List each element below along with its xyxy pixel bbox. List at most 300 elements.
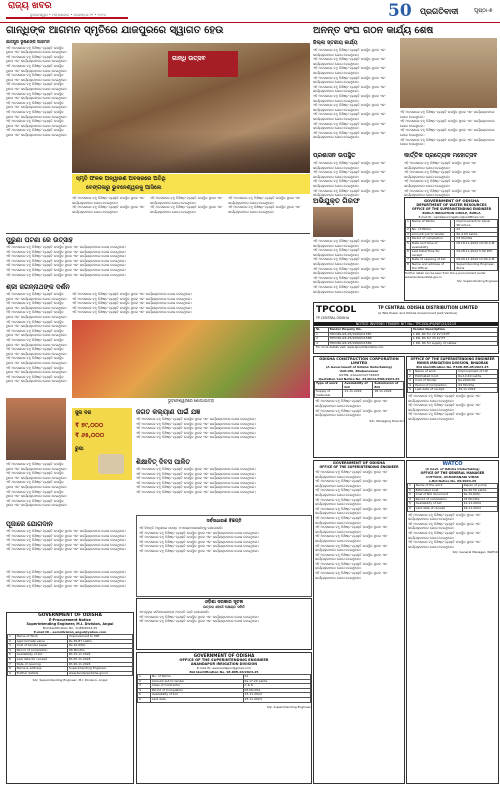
body-text: ଏହି ଅବସରରେ ବହୁ ବିଶିଷ୍ଟ ବ୍ୟକ୍ତି ଉପସ୍ଥିତ ଥିଲେ ଏବଂ କାର୍ଯ୍ୟକ୍ରମରେ ଯୋଗ ଦେଇଥିଲେ।: [6, 374, 68, 384]
gold-title: ସୁନା ଦର: [75, 410, 92, 416]
headline-4: ପୂଜାରେ ଯୋଗଦାନ: [6, 520, 53, 528]
festival-photo-caption: ଭୁବନେଶ୍ୱରରେ ଶୋଭାଯାତ୍ରା: [167, 398, 215, 403]
tpcodl-cell: 1 P.R. RC for 33 kV PT: [411, 337, 497, 342]
tpcodl-cell: 2: [315, 337, 329, 342]
ad6-notice: Bid Identification No. SE-KMI-04/2024-25: [189, 670, 259, 674]
ad5-cell: 6: [8, 657, 16, 662]
ad7-sub: (A Govt. of Odisha Undertaking): [425, 467, 480, 471]
body-text: ଏହି ଅବସରରେ ବହୁ ବିଶିଷ୍ଟ ବ୍ୟକ୍ତି ଉପସ୍ଥିତ ଥିଲେ ଏବଂ କାର୍ଯ୍ୟକ୍ରମରେ ଯୋଗ ଦେଇଥିଲେ।: [313, 161, 386, 170]
ad6-cell: 6: [138, 697, 151, 702]
section-divider: [6, 233, 310, 234]
body-text: ଏହି ଅବସରରେ ବହୁ ବିଶିଷ୍ଟ ବ୍ୟକ୍ତି ଉପସ୍ଥିତ ଥିଲେ ଏବଂ କାର୍ଯ୍ୟକ୍ରମରେ ଯୋଗ ଦେଇଥିଲେ।: [150, 196, 223, 205]
body-text: ଏହି ଅବସରରେ ବହୁ ବିଶିଷ୍ଟ ବ୍ୟକ୍ତି ଉପସ୍ଥିତ ଥିଲେ ଏବଂ କାର୍ଯ୍ୟକ୍ରମରେ ଯୋଗ ଦେଇଥିଲେ।: [400, 119, 495, 128]
ad5-cell: Approximate value: [15, 639, 67, 644]
ad3-notice: Quotation Call Notice No. 01/OCCL/PUR/2024-25: [318, 377, 400, 381]
ad5-cell: 1: [8, 635, 16, 640]
masthead: [0, 0, 500, 22]
body-text: ଏହି ଅବସରରେ ବହୁ ବିଶିଷ୍ଟ ବ୍ୟକ୍ତି ଉପସ୍ଥିତ ଥିଲେ ଏବଂ କାର୍ଯ୍ୟକ୍ରମରେ ଯୋଗ ଦେଇଥିଲେ।: [6, 570, 126, 574]
ad6-cell: 3: [138, 684, 151, 689]
body-text: ଏହି ଅବସରରେ ବହୁ ବିଶିଷ୍ଟ ବ୍ୟକ୍ତି ଉପସ୍ଥିତ ଥିଲେ ଏବଂ କାର୍ଯ୍ୟକ୍ରମରେ ଯୋଗ ଦେଇଥିଲେ।: [315, 399, 388, 408]
right-photo: [400, 38, 497, 108]
body-text: ଏହି ଅବସରରେ ବହୁ ବିଶିଷ୍ଟ ବ୍ୟକ୍ତି ଉପସ୍ଥିତ ଥିଲେ ଏବଂ କାର୍ଯ୍ୟକ୍ରମରେ ଯୋଗ ଦେଇଥିଲେ।: [315, 552, 388, 562]
ad5-notice: Bid Identification No. 11/EP/2024-25: [42, 626, 98, 630]
ad1-cell: :: [451, 250, 455, 258]
article-4-body-2: [6, 570, 130, 610]
ad4-cell: 29.11.2024: [457, 388, 498, 393]
ad5-cell: Period of completion: [15, 648, 67, 653]
ad6-cell: 15.11.2024: [243, 693, 310, 698]
body-text: ଏହି ଅବସରରେ ବହୁ ବିଶିଷ୍ଟ ବ୍ୟକ୍ତି ଉପସ୍ଥିତ ଥିଲେ ଏବଂ କାର୍ଯ୍ୟକ୍ରମରେ ଯୋଗ ଦେଇଥିଲେ।: [315, 534, 388, 543]
paper-name: ପ୍ରଗତିବାଦୀ: [420, 7, 459, 16]
ad1-cell: 7: [407, 257, 409, 262]
ad7-cell: Rs.49.56 Lakhs: [462, 488, 497, 493]
body-text: ଏହି ଅବସରରେ ବହୁ ବିଶିଷ୍ଟ ବ୍ୟକ୍ତି ଉପସ୍ଥିତ ଥିଲେ ଏବଂ କାର୍ଯ୍ୟକ୍ରମରେ ଯୋଗ ଦେଇଥିଲେ।: [6, 267, 126, 272]
ad5-cell: Dt.15.11.2024: [67, 653, 132, 658]
right-body-4: [404, 161, 497, 198]
section-title: ରାଜ୍ୟ ଖବର: [8, 1, 52, 11]
ad4-cell: Estimated Cost: [414, 374, 457, 379]
banner-text: ଗାନ୍ଧି ଉତ୍ସବ: [172, 55, 206, 62]
body-text: ଏହି ଅବସରରେ ବହୁ ବିଶିଷ୍ଟ ବ୍ୟକ୍ତି ଉପସ୍ଥିତ ଥିଲେ ଏବଂ କାର୍ଯ୍ୟକ୍ରମରେ ଯୋଗ ଦେଇଥିଲେ।: [6, 254, 126, 259]
ad1-cell: :: [452, 236, 454, 241]
ad4-cell: 4: [408, 383, 414, 388]
ad1-cell: Date of opening of bid: [410, 258, 451, 263]
body-text: ଏହି ଅବସରରେ ବହୁ ବିଶିଷ୍ଟ ବ୍ୟକ୍ତି ଉପସ୍ଥିତ ଥିଲେ ଏବଂ କାର୍ଯ୍ୟକ୍ରମରେ ଯୋଗ ଦେଇଥିଲେ।: [315, 497, 388, 507]
left-photo: [6, 398, 66, 460]
body-text: ଏହି ଅବସରରେ ବହୁ ବିଶିଷ୍ଟ ବ୍ୟକ୍ତି ଉପସ୍ଥିତ ଥିଲେ ଏବଂ କାର୍ଯ୍ୟକ୍ରମରେ ଯୋଗ ଦେଇଥିଲେ।: [315, 470, 388, 479]
ad7-body-text: [407, 512, 498, 551]
ad4-sub: MINOR IRRIGATION DIVISION, BHADRAK: [416, 361, 489, 365]
body-text: ଏହି ଅବସରରେ ବହୁ ବିଶିଷ୍ଟ ବ୍ୟକ୍ତି ଉପସ୍ଥିତ ଥିଲେ ଏବଂ କାର୍ଯ୍ୟକ୍ରମରେ ଯୋଗ ଦେଇଥିଲେ।: [313, 93, 386, 103]
body-text: ଏହି ଅବସରରେ ବହୁ ବିଶିଷ୍ଟ ବ୍ୟକ୍ତି ଉପସ୍ଥିତ ଥିଲେ ଏବଂ କାର୍ଯ୍ୟକ୍ରମରେ ଯୋଗ ଦେଇଥିଲେ।: [136, 476, 256, 481]
ad1-cell: Improvement to Canal Structure: [455, 220, 498, 228]
ad6-cell: Availability of bid: [150, 693, 243, 698]
ad6-cell: 4: [138, 688, 151, 693]
ad1-cell: :: [451, 220, 455, 228]
body-text: ଏହି ଅବସରରେ ବହୁ ବିଶିଷ୍ଟ ବ୍ୟକ୍ତି ଉପସ୍ଥିତ ଥିଲେ ଏବଂ କାର୍ଯ୍ୟକ୍ରମରେ ଯୋଗ ଦେଇଥିଲେ।: [6, 579, 126, 584]
ad6-row: [138, 697, 311, 702]
body-text: ଏହି ଅବସରରେ ବହୁ ବିଶିଷ୍ଟ ବ୍ୟକ୍ତି ଉପସ୍ଥିତ ଥିଲେ ଏବଂ କାର୍ଯ୍ୟକ୍ରମରେ ଯୋଗ ଦେଇଥିଲେ।: [400, 110, 495, 119]
body-text: ଏହି ଅବସରରେ ବହୁ ବିଶିଷ୍ଟ ବ୍ୟକ୍ତି ଉପସ୍ଥିତ ଥିଲେ ଏବଂ କାର୍ଯ୍ୟକ୍ରମରେ ଯୋଗ ଦେଇଥିଲେ।: [313, 170, 386, 179]
ad1-note: Further detail can be seen from the e-procurement portal www.tendersodisha.gov.in: [405, 271, 486, 280]
headline-3: ଶ୍ରୀ ଜଗନ୍ନାଥଙ୍କ ଦର୍ଶନ: [6, 283, 70, 291]
body-text: ଏହି ଅବସରରେ ବହୁ ବିଶିଷ୍ଟ ବ୍ୟକ୍ତି ଉପସ୍ଥିତ ଥିଲେ ଏବଂ କାର୍ଯ୍ୟକ୍ରମରେ ଯୋଗ ଦେଇଥିଲେ।: [136, 426, 256, 431]
ad1-title: GOVERNMENT OF ODISHA: [423, 198, 480, 203]
article-6-body: [136, 467, 310, 511]
body-text: ଏହି ଅବସରରେ ବହୁ ବିଶିଷ୍ଟ ବ୍ୟକ୍ତି ଉପସ୍ଥିତ ଥିଲେ ଏବଂ କାର୍ଯ୍ୟକ୍ରମରେ ଯୋଗ ଦେଇଥିଲେ।: [139, 544, 259, 549]
ad5-cell: 5: [8, 653, 16, 658]
gold-price-1: ₹ ୭୯,୦୦୦: [75, 422, 104, 429]
body-text: ଏହି ଅବସରରେ ବହୁ ବିଶିଷ୍ଟ ବ୍ୟକ୍ତି ଉପସ୍ଥିତ ଥିଲେ ଏବଂ କାର୍ଯ୍ୟକ୍ରମରେ ଯୋଗ ଦେଇଥିଲେ।: [6, 583, 126, 588]
headline-6: ଶିକ୍ଷାବିତ୍ ଦିବସ ପାଳିତ: [136, 458, 190, 466]
ad3-title: ODISHA CONSTRUCTION CORPORATION LIMITED: [319, 357, 399, 365]
body-text: ଏହି ଅବସରରେ ବହୁ ବିଶିଷ୍ଟ ବ୍ୟକ୍ତି ଉପସ୍ଥିତ ଥିଲେ ଏବଂ କାର୍ଯ୍ୟକ୍ରମରେ ଯୋଗ ଦେଇଥିଲେ।: [313, 266, 386, 276]
article-col-3: [228, 196, 310, 231]
body-text: ଏହି ଅବସରରେ ବହୁ ବିଶିଷ୍ଟ ବ୍ୟକ୍ତି ଉପସ୍ଥିତ ଥିଲେ ଏବଂ କାର୍ଯ୍ୟକ୍ରମରେ ଯୋଗ ଦେଇଥିଲେ।: [408, 412, 481, 421]
body-text: ଏହି ଅବସରରେ ବହୁ ବିଶିଷ୍ଟ ବ୍ୟକ୍ତି ଉପସ୍ଥିତ ଥିଲେ ଏବଂ କାର୍ଯ୍ୟକ୍ରମରେ ଯୋଗ ଦେଇଥିଲେ।: [72, 205, 145, 214]
body-text: ଏହି ଅବସରରେ ବହୁ ବିଶିଷ୍ଟ ବ୍ୟକ୍ତି ଉପସ୍ଥିତ ଥିଲେ ଏବଂ କାର୍ଯ୍ୟକ୍ରମରେ ଯୋଗ ଦେଇଥିଲେ।: [408, 403, 481, 412]
body-text: ଏହି ଅବସରରେ ବହୁ ବିଶିଷ୍ଟ ବ୍ୟକ୍ତି ଉପସ୍ଥିତ ଥିଲେ ଏବଂ କାର୍ଯ୍ୟକ୍ରମରେ ଯୋଗ ଦେଇଥିଲେ।: [136, 435, 256, 440]
body-text: ଏହି ଅବସରରେ ବହୁ ବିଶିଷ୍ଟ ବ୍ୟକ୍ତି ଉପସ୍ଥିତ ଥିଲେ ଏବଂ କାର୍ଯ୍ୟକ୍ରମରେ ଯୋଗ ଦେଇଥିଲେ।: [313, 121, 386, 131]
ad1-cell: 03 Months: [455, 237, 498, 242]
ad1-table: [405, 219, 498, 271]
ad5-cell: Improvement to MIP: [67, 635, 132, 640]
ad7-addr: CUTTACK, AT-MAHANADI VIHAR: [426, 475, 479, 479]
ad1-cell: Dt.29.11.2024 11:00 A.M.: [455, 258, 498, 263]
article-3-body: [6, 292, 68, 396]
body-text: ଏହି ଅବସରରେ ବହୁ ବିଶିଷ୍ଟ ବ୍ୟକ୍ତି ଉପସ୍ଥିତ ଥିଲେ ଏବଂ କାର୍ଯ୍ୟକ୍ରମରେ ଯୋଗ ଦେଇଥିଲେ।: [6, 82, 68, 91]
body-text: ଏହି ଅବସରରେ ବହୁ ବିଶିଷ୍ଟ ବ୍ୟକ୍ତି ଉପସ୍ଥିତ ଥିଲେ ଏବଂ କାର୍ଯ୍ୟକ୍ରମରେ ଯୋଗ ଦେଇଥିଲେ।: [6, 542, 126, 547]
body-text: ଏହି ଅବସରରେ ବହୁ ବିଶିଷ୍ଟ ବ୍ୟକ୍ତି ଉପସ୍ଥିତ ଥିଲେ ଏବଂ କାର୍ଯ୍ୟକ୍ରମରେ ଯୋଗ ଦେଇଥିଲେ।: [6, 529, 126, 533]
ad6-cell: 2: [138, 679, 151, 684]
ad4-cell: Period of Completion: [414, 383, 457, 388]
body-text: ଏହି ଅବସରରେ ବହୁ ବିଶିଷ୍ଟ ବ୍ୟକ୍ତି ଉପସ୍ଥିତ ଥିଲେ ଏବଂ କାର୍ଯ୍ୟକ୍ରମରେ ଯୋଗ ଦେଇଥିଲେ।: [313, 257, 386, 266]
ad1-cell: 5: [406, 241, 411, 249]
ad1-cell: :: [451, 262, 455, 270]
ad4-cell: 2: [408, 374, 414, 379]
ad6b-title: GOVERNMENT OF ODISHA: [332, 461, 386, 465]
ad5-cell: 06 Months: [67, 648, 132, 653]
ad1-cell: :: [451, 241, 455, 249]
tpcodl-addr: (A Tata Power and Odisha Government Joint Venture): [378, 311, 458, 315]
ad1-cell: :: [452, 257, 454, 262]
ad7-notice: e-Bid Notice No. 05/2024-25: [428, 479, 477, 483]
ad1-cell: :: [452, 227, 454, 232]
body-text: ଏହି ଅବସରରେ ବହୁ ବିଶିଷ୍ଟ ବ୍ୟକ୍ତି ଉପସ୍ଥିତ ଥିଲେ ଏବଂ କାର୍ଯ୍ୟକ୍ରମରେ ଯୋଗ ଦେଇଥିଲେ।: [6, 263, 126, 268]
ad1-sub: OFFICE OF THE SUPERINTENDING ENGINEER: [411, 207, 492, 211]
body-text: ଏହି ଅବସରରେ ବହୁ ବିଶିଷ୍ଟ ବ୍ୟକ୍ତି ଉପସ୍ଥିତ ଥିଲେ ଏବଂ କାର୍ଯ୍ୟକ୍ରମରେ ଯୋଗ ଦେଇଥିଲେ।: [6, 538, 126, 543]
ad4-cell: 1: [408, 370, 414, 375]
body-text: ଏହି ଅବସରରେ ବହୁ ବିଶିଷ୍ଟ ବ୍ୟକ୍ତି ଉପସ୍ଥିତ ଥିଲେ ଏବଂ କାର୍ଯ୍ୟକ୍ରମରେ ଯୋଗ ଦେଇଥିଲେ।: [6, 462, 68, 471]
body-text: ଏହି ଅବସରରେ ବହୁ ବିଶିଷ୍ଟ ବ୍ୟକ୍ତି ଉପସ୍ଥିତ ଥିଲେ ଏବଂ କାର୍ଯ୍ୟକ୍ରମରେ ଯୋଗ ଦେଇଥିଲେ।: [136, 489, 256, 494]
ad1-cell: Date and time of availability: [410, 241, 451, 249]
body-text: ଏହି ଅବସରରେ ବହୁ ବିଶିଷ୍ଟ ବ୍ୟକ୍ତି ଉପସ୍ଥିତ ଥିଲେ ଏବଂ କାର୍ଯ୍ୟକ୍ରମରେ ଯୋଗ ଦେଇଥିଲେ।: [313, 248, 386, 257]
tpcodl-cell: TPCODL/24-25/1000011589: [328, 341, 411, 346]
ad5-cell: Last date for receipt: [15, 657, 67, 662]
body-text: ଏହି ଅବସରରେ ବହୁ ବିଶିଷ୍ଟ ବ୍ୟକ୍ତି ଉପସ୍ଥିତ ଥିଲେ ଏବଂ କାର୍ଯ୍ୟକ୍ରମରେ ଯୋଗ ଦେଇଥିଲେ।: [6, 471, 68, 480]
body-text: ଏହି ଅବସରରେ ବହୁ ବିଶିଷ୍ଟ ବ୍ୟକ୍ତି ଉପସ୍ଥିତ ଥିଲେ ଏବଂ କାର୍ଯ୍ୟକ୍ରମରେ ଯୋଗ ଦେଇଥିଲେ।: [315, 571, 388, 580]
body-text: ଏହି ଅବସରରେ ବହୁ ବିଶିଷ୍ଟ ବ୍ୟକ୍ତି ଉପସ୍ଥିତ ଥିଲେ ଏବଂ କାର୍ଯ୍ୟକ୍ରମରେ ଯୋଗ ଦେଇଥିଲେ।: [228, 196, 301, 205]
right-headline: ଅନନ୍ତ ସଂଘ ଗଠନ କାର୍ଯ୍ୟ ଶେଷ: [313, 25, 434, 36]
ad6-cell: C & D: [243, 684, 310, 689]
masthead-rule: [0, 22, 500, 23]
gold-price-box: [72, 408, 132, 480]
body-text: ଏହି ଅବସରରେ ବହୁ ବିଶିଷ୍ଟ ବ୍ୟକ୍ତି ଉପସ୍ଥିତ ଥିଲେ ଏବଂ କାର୍ଯ୍ୟକ୍ରମରେ ଯୋଗ ଦେଇଥିଲେ।: [139, 548, 259, 553]
body-text: ଏହି ଅବସରରେ ବହୁ ବିଶିଷ୍ଟ ବ୍ୟକ୍ତି ଉପସ୍ଥିତ ଥିଲେ ଏବଂ କାର୍ଯ୍ୟକ୍ରମରେ ଯୋଗ ଦେଇଥିଲେ।: [72, 305, 192, 310]
ad6-cell: Period of Completion: [150, 688, 243, 693]
ad5-cell: Name of Work: [15, 635, 67, 640]
body-text: ଏହି ଅବସରରେ ବହୁ ବିଶିଷ୍ଟ ବ୍ୟକ୍ତି ଉପସ୍ଥିତ ଥିଲେ ଏବଂ କାର୍ଯ୍ୟକ୍ରମରେ ଯୋଗ ଦେଇଥିଲେ।: [313, 48, 386, 57]
body-text: ଏହି ଅବସରରେ ବହୁ ବିଶିଷ୍ଟ ବ୍ୟକ୍ତି ଉପସ୍ଥିତ ଥିଲେ ଏବଂ କାର୍ଯ୍ୟକ୍ରମରେ ଯୋଗ ଦେଇଥିଲେ।: [6, 356, 68, 365]
body-text: ଏହି ଅବସରରେ ବହୁ ବିଶିଷ୍ଟ ବ୍ୟକ୍ତି ଉପସ୍ଥିତ ଥିଲେ ଏବଂ କାର୍ଯ୍ୟକ୍ରମରେ ଯୋଗ ଦେଇଥିଲେ।: [315, 408, 388, 418]
ad1-cell: 6: [406, 250, 411, 258]
tpcodl-logo-sub: TP CENTRAL ODISHA: [316, 316, 350, 320]
body-text: ଏହି ଅବସରରେ ବହୁ ବିଶିଷ୍ଟ ବ୍ୟକ୍ତି ଉପସ୍ଥିତ ଥିଲେ ଏବଂ କାର୍ଯ୍ୟକ୍ରମରେ ଯୋଗ ଦେଇଥିଲେ।: [6, 45, 68, 55]
body-text: ଏହି ଅବସରରେ ବହୁ ବିଶିଷ୍ଟ ବ୍ୟକ୍ତି ଉପସ୍ଥିତ ଥିଲେ ଏବଂ କାର୍ଯ୍ୟକ୍ରମରେ ଯୋଗ ଦେଇଥିଲେ।: [404, 161, 477, 170]
ad4-cell: Last date of receipt: [414, 388, 457, 393]
ad6-table: [137, 674, 311, 703]
body-text: ଏହି ଅବସରରେ ବହୁ ବିଶିଷ୍ଟ ବ୍ୟକ୍ତି ଉପସ୍ଥିତ ଥିଲେ ଏବଂ କାର୍ଯ୍ୟକ୍ରମରେ ଯୋଗ ଦେଇଥିଲେ।: [6, 498, 68, 508]
ad1-cell: 01: [455, 228, 498, 233]
body-text: ଏହି ଅବସରରେ ବହୁ ବିଶିଷ୍ଟ ବ୍ୟକ୍ତି ଉପସ୍ଥିତ ଥିଲେ ଏବଂ କାର୍ଯ୍ୟକ୍ରମରେ ଯୋଗ ଦେଇଥିଲେ।: [404, 179, 477, 188]
body-text: ଏହି ଅବସରରେ ବହୁ ବିଶିଷ୍ଟ ବ୍ୟକ୍ତି ଉପସ୍ଥିତ ଥିଲେ ଏବଂ କାର୍ଯ୍ୟକ୍ରମରେ ଯୋଗ ଦେଇଥିଲେ।: [6, 272, 126, 277]
ad7-cell: 5: [408, 502, 415, 507]
ad9-title: ସର୍ବସାଧାରଣ ବିଜ୍ଞପ୍ତି: [206, 519, 242, 524]
ad5-cell: Name & address: [15, 667, 67, 672]
ad-burla-irrigation: [404, 197, 499, 301]
article-col-1: [72, 196, 146, 231]
left-column-body: [6, 40, 68, 230]
body-text: ଏହି ଅବସରରେ ବହୁ ବିଶିଷ୍ଟ ବ୍ୟକ୍ତି ଉପସ୍ଥିତ ଥିଲେ ଏବଂ କାର୍ଯ୍ୟକ୍ରମରେ ଯୋଗ ଦେଇଥିଲେ।: [408, 540, 481, 549]
ad9-body: [137, 524, 311, 556]
ad1-place: BURLA IRRIGATION CIRCLE, BURLA: [422, 211, 481, 215]
body-text: ଏହି ଅବସରରେ ବହୁ ବିଶିଷ୍ଟ ବ୍ୟକ୍ତି ଉପସ୍ଥିତ ଥିଲେ ଏବଂ କାର୍ଯ୍ୟକ୍ରମରେ ଯୋଗ ଦେଇଥିଲେ।: [136, 480, 256, 485]
body-text: ଏହି ଅବସରରେ ବହୁ ବିଶିଷ୍ଟ ବ୍ୟକ୍ତି ଉପସ୍ଥିତ ଥିଲେ ଏବଂ କାର୍ଯ୍ୟକ୍ରମରେ ଯୋଗ ଦେଇଥିଲେ।: [313, 103, 386, 112]
ad1-cell: Rs.4.09 Lakhs: [455, 232, 498, 237]
ad7-cell: 12.11.2024: [462, 502, 497, 507]
body-text: ଏହି ଅବସରରେ ବହୁ ବିଶିଷ୍ଟ ବ୍ୟକ୍ତି ଉପସ୍ଥିତ ଥିଲେ ଏବଂ କାର୍ଯ୍ୟକ୍ରମରେ ଯୋଗ ଦେଇଥିଲେ।: [6, 119, 68, 128]
body-text: ଏହି ଅବସରରେ ବହୁ ବିଶିଷ୍ଟ ବ୍ୟକ୍ତି ଉପସ୍ଥିତ ଥିଲେ ଏବଂ କାର୍ଯ୍ୟକ୍ରମରେ ଯୋଗ ଦେଇଥିଲେ।: [313, 57, 386, 66]
ad1-cell: Name and address of the Officer: [410, 262, 451, 270]
body-text: ଏହି ଅବସରରେ ବହୁ ବିଶିଷ୍ଟ ବ୍ୟକ୍ତି ଉପସ୍ଥିତ ଥିଲେ ଏବଂ କାର୍ଯ୍ୟକ୍ରମରେ ଯୋଗ ଦେଇଥିଲେ।: [139, 614, 259, 619]
ad3-header: Availability of bid: [343, 382, 373, 390]
ad3-header: Submission of Bid: [373, 382, 404, 390]
article-2-body: [6, 245, 310, 281]
ad-angul-mi: [6, 612, 134, 784]
ad1-signature: Sd/- Superintending Engineer: [456, 279, 498, 284]
ad3-gst: GSTIN: 21AAACO2774Z2M: [339, 373, 379, 377]
body-text: ଏହି ଅବସରରେ ବହୁ ବିଶିଷ୍ଟ ବ୍ୟକ୍ତି ଉପସ୍ଥିତ ଥିଲେ ଏବଂ କାର୍ଯ୍ୟକ୍ରମରେ ଯୋଗ ଦେଇଥିଲେ।: [400, 137, 495, 147]
right-sub-4: ଅଭିଯୁକ୍ତ ଗିରଫ: [313, 197, 360, 205]
article-col-2: [150, 196, 224, 231]
body-text: ଏହି ଅବସରରେ ବହୁ ବିଶିଷ୍ଟ ବ୍ୟକ୍ତି ଉପସ୍ଥିତ ଥିଲେ ଏବଂ କାର୍ଯ୍ୟକ୍ରମରେ ଯୋଗ ଦେଇଥିଲେ।: [6, 310, 68, 319]
ad7-table: [407, 483, 498, 512]
ad4-cell: Rs.2000.00: [457, 379, 498, 384]
ad7-cell: Period of completion: [414, 497, 462, 502]
silver-title: ରୁପା: [75, 446, 84, 452]
ad7-cell: 3: [408, 493, 415, 498]
ad3-sub: (A Government of Odisha Undertaking): [325, 365, 393, 369]
ad5-cell: Dt.26.11.2024: [67, 662, 132, 667]
ad4-cell: Name of work: [414, 370, 457, 375]
ad7-cell: Estimated Cost: [414, 488, 462, 493]
body-text: ଏହି ଅବସରରେ ବହୁ ବିଶିଷ୍ଟ ବ୍ୟକ୍ତି ଉପସ୍ଥିତ ଥିଲେ ଏବଂ କାର୍ଯ୍ୟକ୍ରମରେ ଯୋଗ ଦେଇଥିଲେ।: [408, 530, 481, 540]
body-text: ଏହି ଅବସରରେ ବହୁ ବିଶିଷ୍ଟ ବ୍ୟକ୍ତି ଉପସ୍ଥିତ ଥିଲେ ଏବଂ କାର୍ଯ୍ୟକ୍ରମରେ ଯୋଗ ଦେଇଥିଲେ।: [139, 619, 259, 624]
body-text: ଏହି ଅବସରରେ ବହୁ ବିଶିଷ୍ଟ ବ୍ୟକ୍ତି ଉପସ୍ଥିତ ଥିଲେ ଏବଂ କାର୍ଯ୍ୟକ୍ରମରେ ଯୋଗ ଦେଇଥିଲେ।: [315, 543, 388, 553]
ad7-cell: 4: [408, 497, 415, 502]
ad6-office: OFFICE OF THE SUPERINTENDING ENGINEER: [179, 658, 269, 662]
body-text: ଏହି ଅବସରରେ ବହୁ ବିଶିଷ୍ଟ ବ୍ୟକ୍ତି ଉପସ୍ଥିତ ଥିଲେ ଏବଂ କାର୍ଯ୍ୟକ୍ରମରେ ଯୋଗ ଦେଇଥିଲେ।: [313, 179, 386, 188]
ad4-cell: 5: [408, 388, 414, 393]
right-body-2: [400, 110, 497, 148]
body-text: ଏହି ଅବସରରେ ବହୁ ବିଶିଷ୍ଟ ବ୍ୟକ୍ତି ଉପସ୍ଥିତ ଥିଲେ ଏବଂ କାର୍ଯ୍ୟକ୍ରମରେ ଯୋଗ ଦେଇଥିଲେ।: [6, 319, 68, 329]
body-text: ଏହି ଅବସରରେ ବହୁ ବିଶିଷ୍ଟ ବ୍ୟକ୍ତି ଉପସ୍ଥିତ ଥିଲେ ଏବଂ କାର୍ଯ୍ୟକ୍ରମରେ ଯୋଗ ଦେଇଥିଲେ।: [313, 84, 386, 94]
ad5-cell: 3: [8, 644, 16, 649]
body-text: ଏହି ଅବସରରେ ବହୁ ବିଶିଷ୍ଟ ବ୍ୟକ୍ତି ଉପସ୍ଥିତ ଥିଲେ ଏବଂ କାର୍ଯ୍ୟକ୍ରମରେ ଯୋଗ ଦେଇଥିଲେ।: [228, 205, 301, 214]
headline-5: ଜଗତ କଲ୍ୟାଣ ପାଇଁ ଯଜ୍ଞ: [136, 408, 201, 416]
tpcodl-footer: For more details visit: www.tpcentralodisha.com: [316, 345, 384, 349]
right-body-1: [313, 48, 397, 148]
ad3-header: Type of work: [315, 382, 343, 390]
ad-right-column-1: [313, 460, 405, 784]
ad7-cell: Cost of Bid document: [414, 493, 462, 498]
ad-tpcodl: [313, 302, 499, 354]
ad6-cell: 01: [243, 675, 310, 680]
article-3-body-wide: [72, 292, 310, 318]
body-text: ଏହି ଅବସରରେ ବହୁ ବିଶିଷ୍ଟ ବ୍ୟକ୍ତି ଉପସ୍ଥିତ ଥିଲେ ଏବଂ କାର୍ଯ୍ୟକ୍ରମରେ ଯୋଗ ଦେଇଥିଲେ।: [136, 471, 256, 476]
body-text: ଏହି ଅବସରରେ ବହୁ ବିଶିଷ୍ଟ ବ୍ୟକ୍ତି ଉପସ୍ଥିତ ଥିଲେ ଏବଂ କାର୍ଯ୍ୟକ୍ରମରେ ଯୋଗ ଦେଇଥିଲେ।: [72, 310, 192, 315]
ad7-cell: Name of the work: [414, 484, 462, 489]
body-text: ଏହି ଅବସରରେ ବହୁ ବିଶିଷ୍ଟ ବ୍ୟକ୍ତି ଉପସ୍ଥିତ ଥିଲେ ଏବଂ କାର୍ଯ୍ୟକ୍ରମରେ ଯୋଗ ଦେଇଥିଲେ।: [313, 112, 386, 121]
ad7-row: [408, 506, 498, 511]
body-text: ଏହି ଅବସରରେ ବହୁ ବିଶିଷ୍ଟ ବ୍ୟକ୍ତି ଉପସ୍ଥିତ ଥିଲେ ଏବଂ କାର୍ଯ୍ୟକ୍ରମରେ ଯୋଗ ଦେଇଥିଲେ।: [315, 515, 388, 525]
ad6-email: E-mail ID: eeanandapur@gmail.com: [196, 666, 252, 670]
coin-image: [98, 454, 124, 474]
body-text: ଏହି ଅବସରରେ ବହୁ ବିଶିଷ୍ଟ ବ୍ୟକ୍ତି ଉପସ୍ଥିତ ଥିଲେ ଏବଂ କାର୍ଯ୍ୟକ୍ରମରେ ଯୋଗ ଦେଇଥିଲେ।: [136, 421, 256, 426]
ad5-cell: 7: [8, 662, 16, 667]
ad5-cell: Date of opening: [15, 662, 67, 667]
ad3-table: [314, 381, 404, 398]
body-text: ଏହି ଅବସରରେ ବହୁ ବିଶିଷ୍ଟ ବ୍ୟକ୍ତି ଉପସ୍ଥିତ ଥିଲେ ଏବଂ କାର୍ଯ୍ୟକ୍ରମରେ ଯୋଗ ଦେଇଥିଲେ।: [72, 292, 192, 296]
body-text: ଏହି ଅବସରରେ ବହୁ ବିଶିଷ୍ଟ ବ୍ୟକ୍ତି ଉପସ୍ଥିତ ଥିଲେ ଏବଂ କାର୍ଯ୍ୟକ୍ରମରେ ଯୋଗ ଦେଇଥିଲେ।: [313, 130, 386, 140]
body-text: ଏହି ଅବସରରେ ବହୁ ବିଶିଷ୍ଟ ବ୍ୟକ୍ତି ଉପସ୍ଥିତ ଥିଲେ ଏବଂ କାର୍ଯ୍ୟକ୍ରମରେ ଯୋଗ ଦେଇଥିଲେ।: [404, 170, 477, 179]
right-sub-1: ଜିଲ୍ଲା ସ୍ତରୀୟ କାର୍ଯ୍ୟ: [313, 40, 358, 46]
body-text: ଏହି ଅବସରରେ ବହୁ ବିଶିଷ୍ଟ ବ୍ୟକ୍ତି ଉପସ୍ଥିତ ଥିଲେ ଏବଂ କାର୍ଯ୍ୟକ୍ରମରେ ଯୋଗ ଦେଇଥିଲେ।: [408, 512, 481, 522]
tpcodl-cell: 1 P.R. RC for supply of cables: [411, 341, 497, 346]
ad5-cell: Availability of bid: [15, 653, 67, 658]
ad5-sub: E-Procurement Notice: [49, 618, 91, 622]
body-text: ଏହି ଅବସରରେ ବହୁ ବିଶିଷ୍ଟ ବ୍ୟକ୍ତି ଉପସ୍ଥିତ ଥିଲେ ଏବଂ କାର୍ଯ୍ୟକ୍ରମରେ ଯୋଗ ଦେଇଥିଲେ।: [315, 506, 388, 516]
ad6b-body: [314, 469, 404, 581]
ad5-cell: 8: [8, 667, 16, 672]
body-text: ଏହି ଅବସରରେ ବହୁ ବିଶିଷ୍ଟ ବ୍ୟକ୍ତି ଉପସ୍ଥିତ ଥିଲେ ଏବଂ କାର୍ଯ୍ୟକ୍ରମରେ ଯୋଗ ଦେଇଥିଲେ।: [72, 301, 192, 306]
ad1-cell: Name of Works: [410, 220, 451, 228]
body-text: ଏହି ଅବସରରେ ବହୁ ବିଶିଷ୍ଟ ବ୍ୟକ୍ତି ଉପସ୍ଥିତ ଥିଲେ ଏବଂ କାର୍ଯ୍ୟକ୍ରମରେ ଯୋଗ ଦେଇଥିଲେ।: [6, 292, 68, 301]
ad7-cell: 26.11.2024: [462, 506, 497, 511]
body-text: ଏହି ଅବସରରେ ବହୁ ବିଶିଷ୍ଟ ବ୍ୟକ୍ତି ଉପସ୍ଥିତ ଥିଲେ ଏବଂ କାର୍ଯ୍ୟକ୍ରମରେ ଯୋଗ ଦେଇଥିଲେ।: [6, 100, 68, 110]
body-text: ଏହି ଅବସରରେ ବହୁ ବିଶିଷ୍ଟ ବ୍ୟକ୍ତି ଉପସ୍ଥିତ ଥିଲେ ଏବଂ କାର୍ଯ୍ୟକ୍ରମରେ ଯୋଗ ଦେଇଥିଲେ।: [6, 109, 68, 119]
body-text: ଏହି ଅବସରରେ ବହୁ ବିଶିଷ୍ଟ ବ୍ୟକ୍ତି ଉପସ୍ଥିତ ଥିଲେ ଏବଂ କାର୍ଯ୍ୟକ୍ରମରେ ଯୋଗ ଦେଇଥିଲେ।: [6, 245, 126, 249]
ad8-title: ଓଡ଼ିଶା ସରକାର ସୂଚନା: [204, 600, 244, 605]
body-text: ଏହି ଅବସରରେ ବହୁ ବିଶିଷ୍ଟ ବ୍ୟକ୍ତି ଉପସ୍ଥିତ ଥିଲେ ଏବଂ କାର୍ଯ୍ୟକ୍ରମରେ ଯୋଗ ଦେଇଥିଲେ।: [6, 328, 68, 338]
body-text: ଏହି ଅବସରରେ ବହୁ ବିଶିଷ୍ଟ ବ୍ୟକ୍ତି ଉପସ୍ଥିତ ଥିଲେ ଏବଂ କାର୍ଯ୍ୟକ୍ରମରେ ଯୋଗ ଦେଇଥିଲେ।: [6, 365, 68, 375]
ad-public-notice: [136, 515, 312, 597]
section-dateline: ଭୁବନେଶ୍ୱର • ମଙ୍ଗଳବାର • ନଭେମ୍ବର ୧୨ • ୨୦୨୪: [30, 13, 107, 17]
body-text: ଏହି ଅବସରରେ ବହୁ ବିଶିଷ୍ଟ ବ୍ୟକ୍ତି ଉପସ୍ଥିତ ଥିଲେ ଏବଂ କାର୍ଯ୍ୟକ୍ରମରେ ଯୋଗ ଦେଇଥିଲେ।: [313, 75, 386, 85]
ad3-cell: 18.11.2024: [373, 390, 404, 398]
ad5-cell: Cost of tender paper: [15, 644, 67, 649]
ad7-cell: 2: [408, 488, 415, 493]
ad6-cell: 25.11.2024: [243, 697, 310, 702]
body-text: ଏହି ଅବସରରେ ବହୁ ବିଶିଷ୍ଟ ବ୍ୟକ୍ତି ଉପସ୍ଥିତ ଥିଲେ ଏବଂ କାର୍ଯ୍ୟକ୍ରମରେ ଯୋଗ ଦେଇଥିଲେ।: [6, 489, 68, 499]
ad1-cell: 4: [407, 236, 409, 241]
ad6b-office: OFFICE OF THE SUPERINTENDING ENGINEER: [319, 465, 399, 469]
ad1-cell: 3: [407, 231, 409, 236]
tpcodl-notice: NOTICE INVITING TENDER NIT No.: TPCODL/PS/NIT/24/2115: [314, 322, 498, 326]
ad5-cell: 2: [8, 639, 16, 644]
right-body-5: [313, 239, 401, 299]
body-text: ଏହି ଅବସରରେ ବହୁ ବିଶିଷ୍ଟ ବ୍ୟକ୍ତି ଉପସ୍ଥିତ ଥିଲେ ଏବଂ କାର୍ଯ୍ୟକ୍ରମରେ ଯୋଗ ଦେଇଥିଲେ।: [139, 539, 259, 544]
ad6-signature: Sd/- Superintending Engineer: [266, 704, 311, 709]
ad5-cell: Superintending Engineer: [67, 667, 132, 672]
body-text: ଏତଦ୍ୱାରା ସର୍ବସାଧାରଣଙ୍କ ଅବଗତି ପାଇଁ ଜଣାଯାଉଛି।: [139, 610, 210, 614]
ad4-cell: 04 Months: [457, 383, 498, 388]
ad4-row: [408, 388, 498, 393]
ad4-cell: Cost of Tender: [414, 379, 457, 384]
ad1-cell: Dt.18.11.2024 10:30 A.M.: [455, 241, 498, 249]
ad3-row: [315, 390, 404, 398]
ad5-cell: www.tendersodisha.gov.in: [67, 671, 132, 676]
ad3-signature: Sd/- Managing Director: [369, 418, 404, 423]
ad7-title: WATCO: [442, 461, 463, 467]
ad3-cell: Supply of materials: [315, 390, 343, 398]
body-text: ଏହି ଅବସରରେ ବହୁ ବିଶିଷ୍ଟ ବ୍ୟକ୍ତି ଉପସ୍ଥିତ ଥିଲେ ଏବଂ କାର୍ଯ୍ୟକ୍ରମରେ ଯୋଗ ଦେଇଥିଲେ।: [136, 485, 256, 490]
ad5-cell: Further details: [15, 671, 67, 676]
body-text: ଏହି ଅବସରରେ ବହୁ ବିଶିଷ୍ଟ ବ୍ୟକ୍ତି ଉପସ୍ଥିତ ଥିଲେ ଏବଂ କାର୍ଯ୍ୟକ୍ରମରେ ଯୋଗ ଦେଇଥିଲେ।: [136, 417, 256, 421]
ad6-title: GOVERNMENT OF ODISHA: [193, 653, 255, 658]
ad7-cell: Availability of bid: [414, 502, 462, 507]
body-text: ଏହି ଅବସରରେ ବହୁ ବିଶିଷ୍ଟ ବ୍ୟକ୍ତି ଉପସ୍ଥିତ ଥିଲେ ଏବଂ କାର୍ଯ୍ୟକ୍ରମରେ ଯୋଗ ଦେଇଥିଲେ।: [6, 258, 126, 263]
left-lower-body: [6, 462, 68, 518]
tpcodl-cell: 1 P.R. RC for 12 kV CT-PT: [411, 332, 497, 337]
right-sub-3: ପ୍ରଶାସନ ଉପସ୍ଥିତ: [313, 152, 356, 159]
ad1-cell: Last Date/Time for receipt: [410, 250, 451, 258]
accused-photo: [313, 207, 353, 237]
ad1-cell: Dt.28.11.2024 5:00 P.M.: [455, 250, 498, 258]
gold-price-2: ₹ ୬୫,୦୦୦: [75, 432, 105, 439]
body-text: ଏହି ଅବସରରେ ବହୁ ବିଶିଷ୍ଟ ବ୍ୟକ୍ତି ଉପସ୍ଥିତ ଥିଲେ ଏବଂ କାର୍ଯ୍ୟକ୍ରମରେ ଯୋଗ ଦେଇଥିଲେ।: [313, 284, 386, 294]
ad7-cell: Repair of pump: [462, 484, 497, 489]
body-text: ଏହି ଅବସରରେ ବହୁ ବିଶିଷ୍ଟ ବ୍ୟକ୍ତି ଉପସ୍ଥିତ ଥିଲେ ଏବଂ କାର୍ଯ୍ୟକ୍ରମରେ ଯୋଗ ଦେଇଥିଲେ।: [408, 393, 481, 403]
ad-anandapur: [136, 652, 312, 784]
body-text: ଏହି ଅବସରରେ ବହୁ ବିଶିଷ୍ଟ ବ୍ୟକ୍ତି ଉପସ୍ଥିତ ଥିଲେ ଏବଂ କାର୍ଯ୍ୟକ୍ରମରେ ଯୋଗ ଦେଇଥିଲେ।: [150, 205, 223, 214]
tpcodl-header: Tender Description: [411, 328, 497, 333]
body-text: ଏହି ଅବସରରେ ବହୁ ବିଶିଷ୍ଟ ବ୍ୟକ୍ତି ଉପସ୍ଥିତ ଥିଲେ ଏବଂ କାର୍ଯ୍ୟକ୍ରମରେ ଯୋଗ ଦେଇଥିଲେ।: [6, 301, 68, 310]
tpcodl-cell: TPCODL/24-25/1000011587: [328, 332, 411, 337]
body-text: ଏହି ଅବସରରେ ବହୁ ବିଶିଷ୍ଟ ବ୍ୟକ୍ତି ଉପସ୍ଥିତ ଥିଲେ ଏବଂ କାର୍ଯ୍ୟକ୍ରମରେ ଯୋଗ ଦେଇଥିଲେ।: [6, 574, 126, 579]
body-text: ଏହି ଅବସରରେ ବହୁ ବିଶିଷ୍ଟ ବ୍ୟକ୍ତି ଉପସ୍ଥିତ ଥିଲେ ଏବଂ କାର୍ଯ୍ୟକ୍ରମରେ ଯୋଗ ଦେଇଥିଲେ।: [315, 525, 388, 534]
ad5-office: Superintending Engineer, M.I. Division, Angul: [26, 622, 114, 626]
body-text: ଏହି ଅବସରରେ ବହୁ ବିଶିଷ୍ଟ ବ୍ୟକ୍ତି ଉପସ୍ଥିତ ଥିଲେ ଏବଂ କାର୍ଯ୍ୟକ୍ରମରେ ଯୋଗ ଦେଇଥିଲେ।: [6, 337, 68, 347]
photo-caption: ସ୍ମୃତି ଫଳକ ଅନ୍ୱାରଣ ଅବସରରେ ଅତିଥି: [76, 176, 166, 182]
ad1-cell: Amount put to tender: [410, 232, 451, 237]
body-text: ଏହି ଅବସରରେ ବହୁ ବିଶିଷ୍ଟ ବ୍ୟକ୍ତି ଉପସ୍ଥିତ ଥିଲେ ଏବଂ କାର୍ଯ୍ୟକ୍ରମରେ ଯୋଗ ଦେଇଥିଲେ।: [313, 239, 386, 248]
ad7-cell: 1: [408, 484, 415, 489]
ad6-cell: Last date: [150, 697, 243, 702]
article-5-body: [136, 417, 310, 455]
ad5-email: E-mail ID - eemidivision_angul@yahoo.com: [33, 630, 107, 634]
ad4-title: OFFICE OF THE SUPERINTENDING ENGINEER: [410, 357, 495, 361]
tpcodl-header: Tender Enquiry No.: [328, 328, 411, 333]
ad6-cell: Rs.17.20 Lakhs: [243, 679, 310, 684]
body-text: ଏହି ଅବସରରେ ବହୁ ବିଶିଷ୍ଟ ବ୍ୟକ୍ତି ଉପସ୍ଥିତ ଥିଲେ ଏବଂ କାର୍ଯ୍ୟକ୍ରମରେ ଯୋଗ ଦେଇଥିଲେ।: [139, 530, 259, 535]
ad6-cell: No. of Works: [150, 675, 243, 680]
right-sub-2: କାର୍ତ୍ତିକ ପ୍ରତ୍ୟେକ ମହୋତ୍ସବ: [404, 152, 478, 159]
tpcodl-cell: TPCODL/24-25/1000011588: [328, 337, 411, 342]
body-text: ଏହି ଅବସରରେ ବହୁ ବିଶିଷ୍ଟ ବ୍ୟକ୍ତି ଉପସ୍ଥିତ ଥିଲେ ଏବଂ କାର୍ଯ୍ୟକ୍ରମରେ ଯୋଗ ଦେଇଥିଲେ।: [408, 521, 481, 531]
body-text: ଏହି ଅବସରରେ ବହୁ ବିଶିଷ୍ଟ ବ୍ୟକ୍ତି ଉପସ୍ଥିତ ଥିଲେ ଏବଂ କାର୍ଯ୍ୟକ୍ରମରେ ଯୋଗ ଦେଇଥିଲେ।: [136, 430, 256, 435]
ad7-cell: 03 Months: [462, 497, 497, 502]
ad1-cell: No. of Works: [410, 228, 451, 233]
ad4-table: [407, 369, 498, 393]
ad4-notice: Bid Identification No. ET-MI-BH-05/2024-25: [416, 365, 489, 369]
ad4-body-text: [407, 393, 498, 423]
body-text: ଏହି ଅବସରରେ ବହୁ ବିଶିଷ୍ଟ ବ୍ୟକ୍ତି ଉପସ୍ଥିତ ଥିଲେ ଏବଂ କାର୍ଯ୍ୟକ୍ରମରେ ଯୋଗ ଦେଇଥିଲେ।: [139, 535, 259, 540]
ad5-cell: 4: [8, 648, 16, 653]
main-photo: [72, 43, 310, 173]
ad1-row: [406, 262, 498, 270]
body-text: ଏହି ଅବସରରେ ବହୁ ବିଶିଷ୍ଟ ବ୍ୟକ୍ତି ଉପସ୍ଥିତ ଥିଲେ ଏବଂ କାର୍ଯ୍ୟକ୍ରମରେ ଯୋଗ ଦେଇଥିଲେ।: [315, 479, 388, 488]
